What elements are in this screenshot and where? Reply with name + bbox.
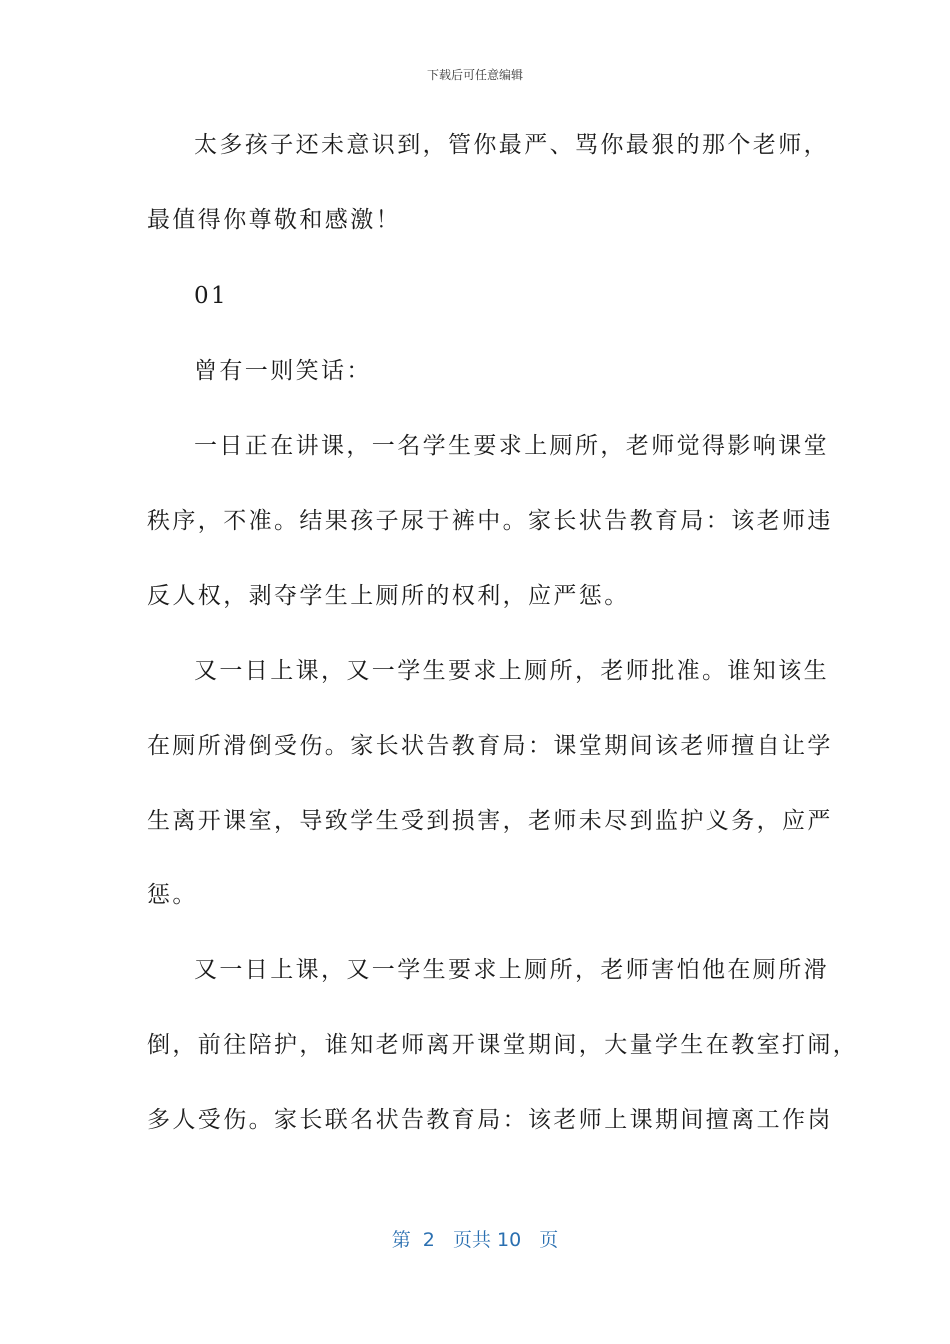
text-line: 又一日上课，又一学生要求上厕所，老师害怕他在厕所滑 <box>194 957 829 983</box>
text-line: 倒，前往陪护，谁知老师离开课堂期间，大量学生在教室打闹， <box>147 1032 859 1058</box>
text-line: 多人受伤。家长联名状告教育局：该老师上课期间擅离工作岗 <box>147 1107 833 1133</box>
text-line: 曾有一则笑话： <box>194 358 372 384</box>
page-footer: 第 2 页共 10 页 <box>391 1229 559 1251</box>
page-header: 下载后可任意编辑 <box>426 68 523 82</box>
text-line: 反人权，剥夺学生上厕所的权利，应严惩。 <box>147 583 630 609</box>
text-line: 太多孩子还未意识到，管你最严、骂你最狠的那个老师， <box>194 132 829 158</box>
text-line: 一日正在讲课，一名学生要求上厕所，老师觉得影响课堂 <box>194 433 829 459</box>
text-line: 生离开课室，导致学生受到损害，老师未尽到监护义务，应严 <box>147 808 833 834</box>
text-line: 又一日上课，又一学生要求上厕所，老师批准。谁知该生 <box>194 658 829 684</box>
section-number: 01 <box>194 283 229 309</box>
text-line: 秩序，不准。结果孩子尿于裤中。家长状告教育局：该老师违 <box>147 508 833 534</box>
text-line: 在厕所滑倒受伤。家长状告教育局：课堂期间该老师擅自让学 <box>147 733 833 759</box>
text-line: 惩。 <box>147 882 198 908</box>
text-line: 最值得你尊敬和感激！ <box>147 207 401 233</box>
